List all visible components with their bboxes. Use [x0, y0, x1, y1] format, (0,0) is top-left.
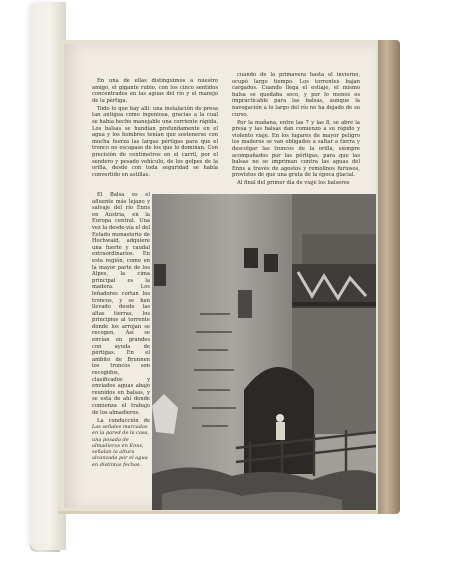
paragraph: Todo lo que hay allí: una instalación de presa tan antigua como ingeniosa, gracias a la cual se había hecho manejable una corriente rápida. Los balsas se hundían profundamente en el agua y los hombres tenían que sostenerse con mucha fuerza las largas pértigas para que el tronco no escapase de los que lo dominan. Con precisión de centímetros en el carril, por el sendero y pesado vehículo, de los golpes de la orilla, desde con toda seguridad se había convertido en astillas.: [92, 105, 218, 178]
paragraph: En una de ellas distinguimos a nuestro amigo, el gigante rubio, con los cinco sentidos concentrados en las aguas del río y el manejo de la pértiga.: [92, 78, 218, 104]
paragraph: El Balsa es el afluente más lejano y salvaje del río Enns en Austria, en la Europa central. Una vez la desde-vía el del Estado monasterio de Hochwald, adquiere una fuerte y caudal extraordinarios. En esta región, como en la mayor parte de los Alpes, la cima principal es la madera. Los leñadores cortan los troncos, y se han llevado desde las altas tierras, los principios al torrente donde los arrojan se recogen. Así se envían en grandes con ayuda de pértigas. En el ambito de Brunnen los troncos son recogidos, clasificados y enviados aguas abajo reunidos en balsas, y se está de ahí donde comienza el trabajo de los almadieros.: [92, 192, 150, 416]
paragraph: cuando de la primavera hasta el invierno, ocupó largo tiempo. Los torrentes bajan cargados. Cuando llega el estiaje, el mismo balsa se quedaba seco, y por lo menos es impracticable para las balsas, aunque la navegación a lo largo del río no ha dejado de su curso.: [232, 72, 360, 118]
paragraph: La conducción de: [97, 417, 150, 422]
paragraph: Por la mañana, entre las 7 y las 8, se abre la presa y las balsas dan comienzo a su rápido y violento viaje. En los lugares de mayor peligro los maderos se van obligados a saltar a tierra y descolgar las troncos de la orilla, siempre acompañados por las pértigas, para que las balsas no se impriman contra las aguas del Enns a través de agostos y remolinos furiosos, provistos de que una gruta de la época glacial.: [232, 119, 360, 179]
photo-illustration: [152, 194, 376, 510]
river-house-photograph: [152, 194, 376, 510]
paragraph: Al final del primer día de viaje los balseros: [237, 180, 350, 187]
photo-caption: Las señales marcadas en la pared de la casa, una posada de almadieros en Enns, señalan la altura alcanzada por el agua en distintas fechas.: [92, 424, 150, 468]
text-column-right-top: [232, 72, 360, 192]
text-column-left-top: [92, 78, 218, 192]
book-cover-edge: [378, 40, 400, 514]
